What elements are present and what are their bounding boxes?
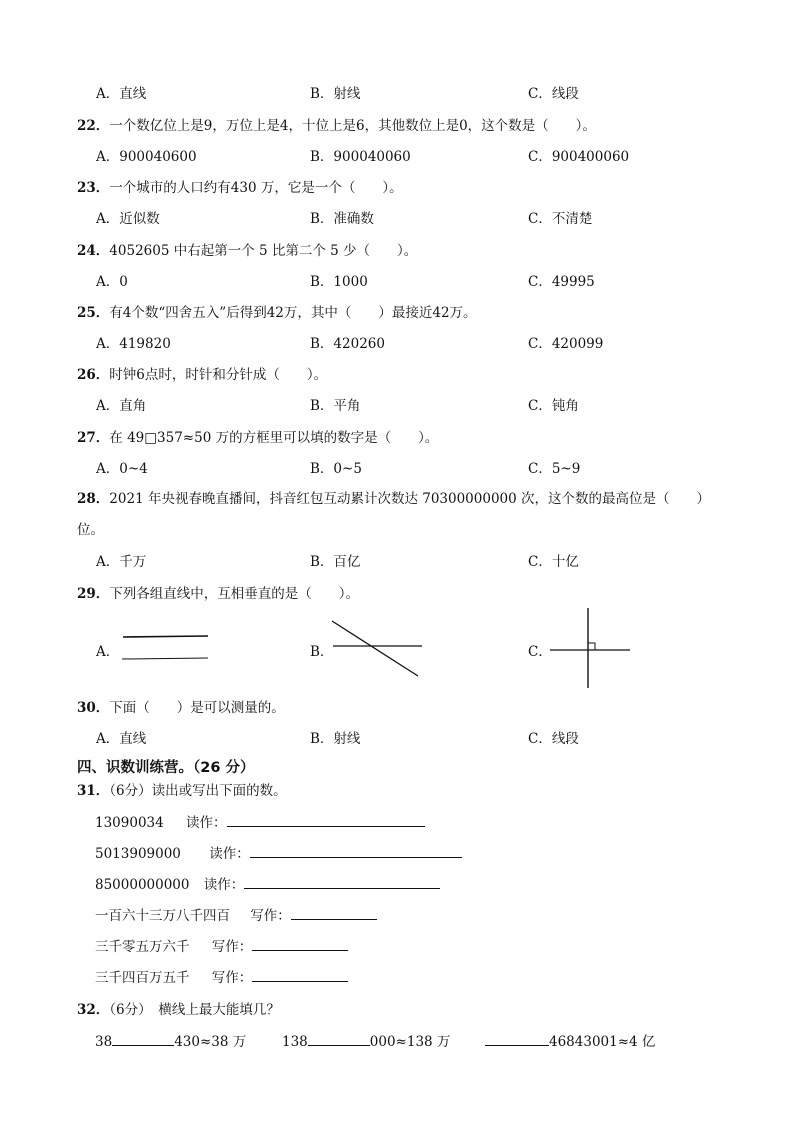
question-22 xyxy=(77,114,596,134)
number-suffix: 000≈138 万 xyxy=(369,1034,451,1050)
option-a: A．近似数 xyxy=(96,211,160,227)
read-item xyxy=(95,811,425,831)
number-suffix: 46843001≈4 亿 xyxy=(549,1034,656,1050)
option-a: A．直线 xyxy=(96,86,147,102)
option-a: A．千万 xyxy=(96,554,147,570)
number-suffix: 430≈38 万 xyxy=(174,1034,247,1050)
option-b: B．射线 xyxy=(310,86,361,102)
estimate-item xyxy=(95,1030,246,1050)
question-30 xyxy=(77,696,285,716)
answer-blank[interactable] xyxy=(112,1031,174,1046)
answer-blank[interactable] xyxy=(250,843,462,858)
read-item xyxy=(95,842,462,862)
option-a: A．900040600 xyxy=(96,149,197,165)
option-a: A．0 xyxy=(96,274,128,290)
question-28-continued: 位。 xyxy=(77,522,104,538)
option-c: C．5~9 xyxy=(528,461,581,477)
option-b: B．百亿 xyxy=(310,554,361,570)
number-value: 13090034 xyxy=(95,815,164,831)
question-text: 2021 年央视春晚直播间，抖音红包互动累计次数达 70300000000 次，这个数的最高位是（ ） xyxy=(109,491,711,507)
question-text: 下面（ ）是可以测量的。 xyxy=(109,700,285,716)
question-text: （6分）读出或写出下面的数。 xyxy=(109,783,287,799)
question-23 xyxy=(77,176,403,196)
option-c: C．49995 xyxy=(528,274,595,290)
answer-blank[interactable] xyxy=(308,1031,370,1046)
question-number: 22． xyxy=(77,118,110,134)
option-b: B． xyxy=(310,644,334,660)
option-c: C．线段 xyxy=(528,86,579,102)
chinese-number: 三千四百万五千 xyxy=(95,970,190,986)
option-b: B．准确数 xyxy=(310,211,374,227)
question-28 xyxy=(77,487,710,507)
question-number: 23． xyxy=(77,180,110,196)
option-c: C． xyxy=(528,644,552,660)
question-24 xyxy=(77,239,417,259)
question-number: 32． xyxy=(77,1002,110,1018)
option-c: C．钝角 xyxy=(528,398,579,414)
question-number: 30． xyxy=(77,700,110,716)
answer-blank[interactable] xyxy=(252,936,348,951)
option-a: A．直角 xyxy=(96,398,147,414)
answer-blank[interactable] xyxy=(291,905,377,920)
option-a: A．419820 xyxy=(96,336,171,352)
option-b: B．900040060 xyxy=(310,149,411,165)
number-prefix: 138 xyxy=(282,1034,308,1050)
answer-blank[interactable] xyxy=(244,874,440,889)
intersecting-lines-figure xyxy=(330,618,425,680)
question-text: 一个数亿位上是9，万位上是4，十位上是6，其他数位上是0，这个数是（ ）。 xyxy=(109,118,596,134)
question-number: 26． xyxy=(77,367,110,383)
question-number: 29． xyxy=(77,586,110,602)
question-number: 31． xyxy=(77,783,110,799)
answer-blank[interactable] xyxy=(227,812,425,827)
write-item xyxy=(95,935,348,955)
read-label: 读作： xyxy=(203,877,245,893)
question-number: 24． xyxy=(77,243,110,259)
question-32 xyxy=(77,998,280,1018)
option-b: B．平角 xyxy=(310,398,361,414)
read-label: 读作： xyxy=(186,815,227,831)
answer-blank[interactable] xyxy=(252,967,348,982)
option-b: B．420260 xyxy=(310,336,385,352)
question-number: 27． xyxy=(77,430,110,446)
question-25 xyxy=(77,301,477,321)
question-text: 下列各组直线中，互相垂直的是（ ）。 xyxy=(109,586,360,602)
question-text: 在 49□357≈50 万的方框里可以填的数字是（ ）。 xyxy=(109,430,439,446)
question-text: 有4个数“四舍五入”后得到42万，其中（ ）最接近42万。 xyxy=(109,305,477,321)
number-value: 5013909000 xyxy=(95,846,181,862)
parallel-lines-figure xyxy=(118,628,213,666)
option-a: A．0~4 xyxy=(96,461,148,477)
question-26 xyxy=(77,363,327,383)
question-31 xyxy=(77,779,287,799)
write-item xyxy=(95,904,377,924)
estimate-item xyxy=(485,1030,655,1050)
number-value: 85000000000 xyxy=(95,877,190,893)
answer-blank[interactable] xyxy=(485,1031,549,1046)
option-c: C．不清楚 xyxy=(528,211,593,227)
chinese-number: 一百六十三万八千四百 xyxy=(95,908,230,924)
option-a: A． xyxy=(96,644,120,660)
read-item xyxy=(95,873,440,893)
option-c: C．线段 xyxy=(528,731,579,747)
question-number: 28． xyxy=(77,491,110,507)
write-label: 写作： xyxy=(250,908,291,924)
question-text: （6分） 横线上最大能填几？ xyxy=(109,1002,280,1018)
option-a: A．直线 xyxy=(96,731,147,747)
write-label: 写作： xyxy=(211,939,253,955)
write-label: 写作： xyxy=(211,970,253,986)
question-number: 25． xyxy=(77,305,110,321)
question-29 xyxy=(77,582,359,602)
question-text: 一个城市的人口约有430 万，它是一个（ ）。 xyxy=(109,180,403,196)
question-text: 4052605 中右起第一个 5 比第二个 5 少（ ）。 xyxy=(109,243,418,259)
option-c: C．十亿 xyxy=(528,554,579,570)
estimate-item xyxy=(282,1030,450,1050)
question-27 xyxy=(77,426,438,446)
option-b: B．1000 xyxy=(310,274,368,290)
option-c: C．900400060 xyxy=(528,149,630,165)
chinese-number: 三千零五万六千 xyxy=(95,939,190,955)
option-b: B．射线 xyxy=(310,731,361,747)
question-text: 时钟6点时，时针和分针成（ ）。 xyxy=(109,367,328,383)
read-label: 读作： xyxy=(209,846,250,862)
write-item xyxy=(95,966,348,986)
section-title: 四、识数训练营。（26 分） xyxy=(77,760,255,776)
option-b: B．0~5 xyxy=(310,461,362,477)
perpendicular-lines-figure xyxy=(548,606,633,690)
number-prefix: 38 xyxy=(95,1034,113,1050)
option-c: C．420099 xyxy=(528,336,604,352)
